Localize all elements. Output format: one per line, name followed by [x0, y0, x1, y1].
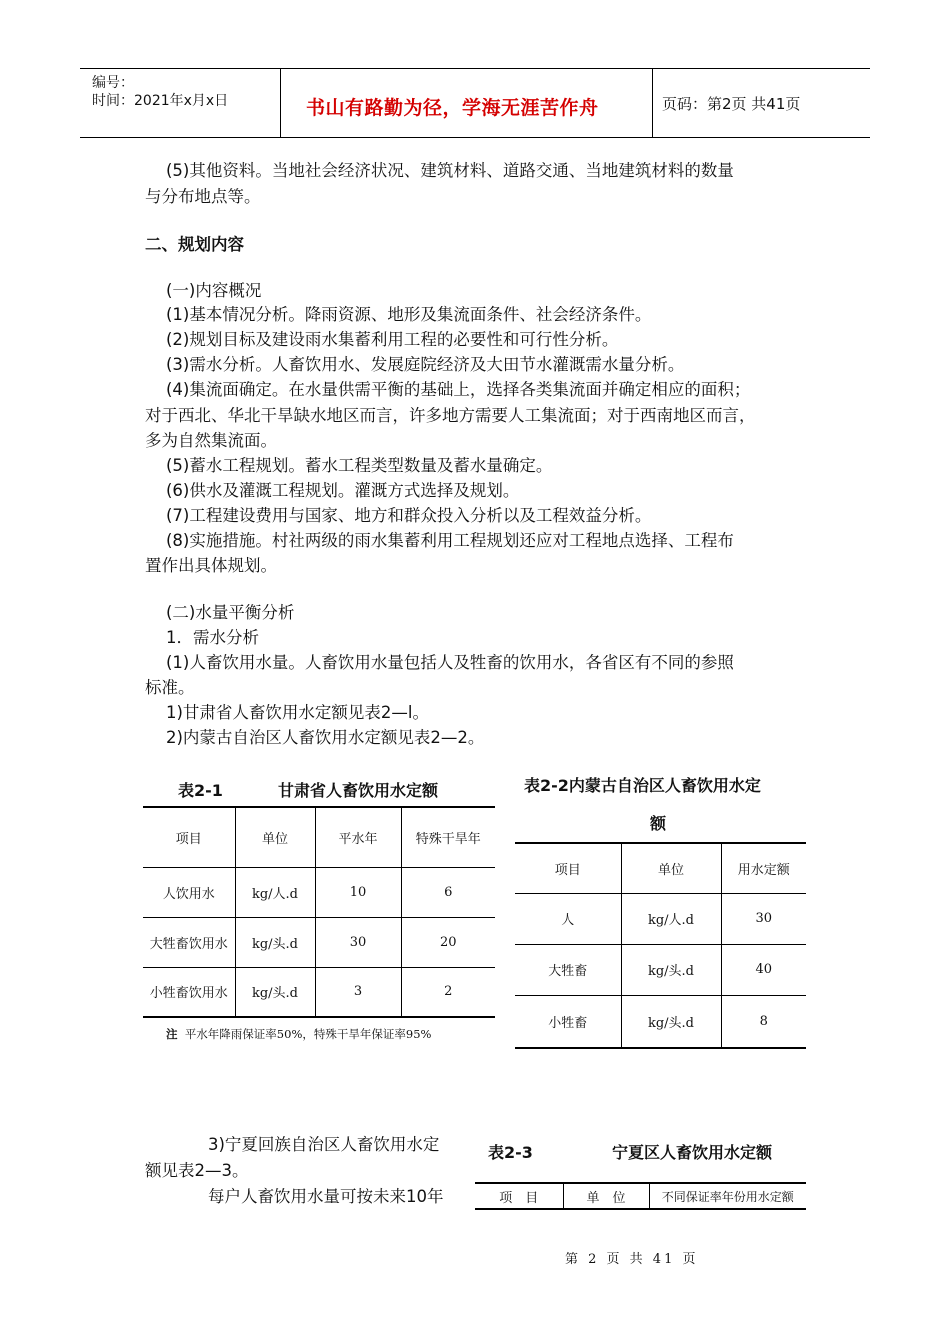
- table-header-row: [143, 807, 495, 867]
- table-cell: 2: [401, 967, 495, 1017]
- table2-caption: 表2-2内蒙古自治区人畜饮用水定: [524, 776, 761, 795]
- paragraph: 额见表2—3。: [145, 1161, 249, 1180]
- page-header: [80, 68, 870, 138]
- table-row: [143, 917, 495, 967]
- table-header-cell: 单位: [235, 807, 315, 867]
- note-text: 平水年降雨保证率50%，特殊干旱年保证率95%: [184, 1027, 432, 1041]
- header-page-info: 页码：第2页 共41页: [662, 95, 801, 113]
- table-cell: kg/人.d: [235, 867, 315, 917]
- list-item: (1)基本情况分析。降雨资源、地形及集流面条件、社会经济条件。: [166, 305, 652, 324]
- table-cell: 大牲畜: [515, 944, 621, 995]
- table-row: [515, 944, 806, 995]
- table-header-cell: 项目: [515, 843, 621, 893]
- note-label: 注: [166, 1027, 178, 1041]
- table-cell: kg/头.d: [621, 995, 721, 1048]
- list-item: (2)规划目标及建设雨水集蓄利用工程的必要性和可行性分析。: [166, 330, 619, 349]
- paragraph: (1)人畜饮用水量。人畜饮用水量包括人及牲畜的饮用水，各省区有不同的参照: [166, 653, 734, 672]
- table-header-cell: 项目: [143, 807, 235, 867]
- table-row: [143, 967, 495, 1017]
- paragraph: 与分布地点等。: [145, 187, 261, 206]
- table-header-cell: 单 位: [563, 1183, 649, 1209]
- reference-line: 2)内蒙古自治区人畜饮用水定额见表2—2。: [166, 728, 485, 747]
- table3-caption-number: 表2-3: [488, 1143, 533, 1162]
- paragraph: 3)宁夏回族自治区人畜饮用水定: [208, 1135, 440, 1154]
- header-divider: [652, 69, 653, 137]
- table-cell: kg/头.d: [621, 944, 721, 995]
- table-cell: 30: [721, 893, 806, 944]
- list-item-continued: 置作出具体规划。: [145, 556, 277, 575]
- table-cell: 10: [315, 867, 401, 917]
- table-header-cell: 项 目: [475, 1183, 563, 1209]
- table-header-cell: 平水年: [315, 807, 401, 867]
- paragraph: (5)其他资料。当地社会经济状况、建筑材料、道路交通、当地建筑材料的数量: [166, 161, 734, 180]
- header-divider: [280, 69, 281, 137]
- serial-label: 编号：: [92, 75, 134, 91]
- table-cell: 3: [315, 967, 401, 1017]
- table-header-row: [475, 1183, 806, 1209]
- table-cell: kg/头.d: [235, 967, 315, 1017]
- list-item: (5)蓄水工程规划。蓄水工程类型数量及蓄水量确定。: [166, 456, 553, 475]
- section-heading: 二、规划内容: [145, 235, 244, 254]
- table-header-cell: 用水定额: [721, 843, 806, 893]
- table-cell: 小牲畜: [515, 995, 621, 1048]
- list-item: (3)需水分析。人畜饮用水、发展庭院经济及大田节水灌溉需水量分析。: [166, 355, 685, 374]
- subsection-title: (一)内容概况: [166, 281, 262, 300]
- page-footer: 第 2 页 共 41 页: [565, 1252, 699, 1267]
- header-motto: 书山有路勤为径，学海无涯苦作舟: [306, 97, 599, 119]
- subsection-title: (二)水量平衡分析: [166, 603, 295, 622]
- table-cell: 6: [401, 867, 495, 917]
- table-cell: 20: [401, 917, 495, 967]
- list-item-continued: 对于西北、华北干旱缺水地区而言，许多地方需要人工集流面；对于西南地区而言，: [145, 406, 756, 425]
- table-cell: 小牲畜饮用水: [143, 967, 235, 1017]
- table-row: [515, 995, 806, 1048]
- reference-line: 1)甘肃省人畜饮用水定额见表2—l。: [166, 703, 430, 722]
- table-header-cell: 特殊干旱年: [401, 807, 495, 867]
- date-line: 时间：2021年x月x日: [92, 93, 229, 109]
- table-cell: 8: [721, 995, 806, 1048]
- table1-caption-number: 表2-1: [178, 781, 223, 800]
- table-cell: 人: [515, 893, 621, 944]
- list-item: (6)供水及灌溉工程规划。灌溉方式选择及规划。: [166, 481, 520, 500]
- table2-caption-continued: 额: [650, 814, 667, 833]
- table3-caption-title: 宁夏区人畜饮用水定额: [612, 1143, 773, 1162]
- table-row: [143, 867, 495, 917]
- subsection-point: 1．需水分析: [166, 628, 259, 647]
- list-item: (8)实施措施。村社两级的雨水集蓄利用工程规划还应对工程地点选择、工程布: [166, 531, 734, 550]
- paragraph: 每户人畜饮用水量可按未来10年: [208, 1187, 444, 1206]
- table-header-row: [515, 843, 806, 893]
- table-cell: 人饮用水: [143, 867, 235, 917]
- list-item: (4)集流面确定。在水量供需平衡的基础上，选择各类集流面并确定相应的面积；: [166, 380, 751, 399]
- table-header-cell: 不同保证率年份用水定额: [649, 1183, 806, 1209]
- table-header-cell: 单位: [621, 843, 721, 893]
- table3: [475, 1182, 806, 1210]
- table-cell: 40: [721, 944, 806, 995]
- list-item: (7)工程建设费用与国家、地方和群众投入分析以及工程效益分析。: [166, 506, 652, 525]
- table-row: [515, 893, 806, 944]
- table-cell: 30: [315, 917, 401, 967]
- table1: [143, 806, 495, 1018]
- table1-caption-title: 甘肃省人畜饮用水定额: [278, 781, 439, 800]
- paragraph: 标准。: [145, 678, 195, 697]
- table-cell: kg/头.d: [235, 917, 315, 967]
- table-cell: 大牲畜饮用水: [143, 917, 235, 967]
- table1-note: [166, 1026, 431, 1042]
- table-cell: kg/人.d: [621, 893, 721, 944]
- list-item-continued: 多为自然集流面。: [145, 431, 277, 450]
- table2: [515, 842, 806, 1049]
